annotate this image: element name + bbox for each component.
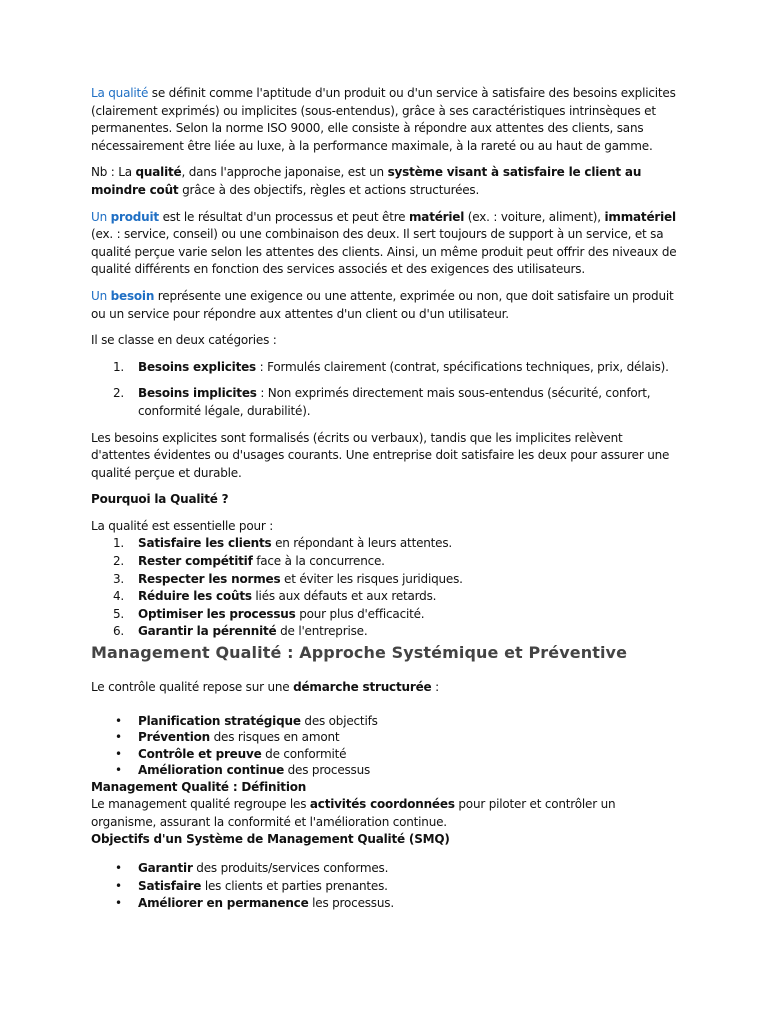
bullet-icon: • <box>115 763 122 778</box>
list-item: • Satisfaire les clients et parties prenantes. <box>91 878 679 896</box>
list-item: • Contrôle et preuve de conformité <box>115 746 347 761</box>
smq-heading: Objectifs d'un Système de Management Qualité (SMQ) <box>91 832 450 847</box>
bullet-icon: • <box>115 746 122 761</box>
control-intro: Le contrôle qualité repose sur une démarche structurée : <box>91 680 439 695</box>
bullet-icon: • <box>115 730 122 745</box>
needs-categories-list <box>91 359 679 421</box>
definition-heading: Management Qualité : Définition <box>91 779 307 794</box>
quality-definition-paragraph: La qualité se définit comme l'aptitude d'un produit ou d'un service à satisfaire des besoins explicites (clairement exprimés) ou implicites (sous-entendus), grâce à ses caractéristiques intrinsèques et permanentes. Selon la norme ISO 9000, elle consiste à répondre aux attentes des clients, sans nécessairement être liée au luxe, à la performance maximale, à la rareté ou au haut de gamme. <box>91 86 676 153</box>
document-body <box>91 85 679 913</box>
why-quality-list <box>91 535 679 641</box>
categories-intro: Il se classe en deux catégories : <box>91 333 277 348</box>
list-item: 6. Garantir la pérennité de l'entreprise. <box>113 624 368 639</box>
term-product: produit <box>110 209 159 224</box>
why-quality-intro: La qualité est essentielle pour : <box>91 518 274 533</box>
definition-paragraph: Le management qualité regroupe les activités coordonnées pour piloter et contrôler un organisme, assurant la conformité et l'amélioration continue. <box>91 797 616 829</box>
smq-bullet-list <box>91 860 679 913</box>
term-quality: La qualité <box>91 86 149 100</box>
control-bullet-list <box>91 713 679 779</box>
list-item: • Prévention des risques en amont <box>115 730 340 745</box>
list-item: • Améliorer en permanence les processus. <box>91 895 679 913</box>
list-item: 2. Besoins implicites : Non exprimés directement mais sous-entendus (sécurité, confort, conformité légale, durabilité). <box>113 386 651 418</box>
needs-summary-paragraph: Les besoins explicites sont formalisés (écrits ou verbaux), tandis que les implicites relèvent d'attentes évidentes ou d'usages courants. Une entreprise doit satisfaire les deux pour assurer une qualité perçue et durable. <box>91 430 670 480</box>
bullet-icon: • <box>115 896 122 911</box>
bullet-icon: • <box>115 878 122 893</box>
list-item: 2. Rester compétitif face à la concurrence. <box>113 554 385 569</box>
japanese-approach-note: Nb : La qualité, dans l'approche japonaise, est un système visant à satisfaire le client au moindre coût grâce à des objectifs, règles et actions structurées. <box>91 165 642 197</box>
list-item: 4. Réduire les coûts liés aux défauts et aux retards. <box>113 589 437 604</box>
bullet-icon: • <box>115 713 122 728</box>
list-item: 1. Satisfaire les clients en répondant à leurs attentes. <box>113 536 453 551</box>
list-item: 5. Optimiser les processus pour plus d'efficacité. <box>113 606 425 621</box>
list-item: • Planification stratégique des objectifs <box>115 713 378 728</box>
term-need: besoin <box>110 288 155 303</box>
product-definition-paragraph: Un produit est le résultat d'un processus et peut être matériel (ex. : voiture, aliment), immatériel (ex. : service, conseil) ou une combinaison des deux. Il sert toujours de support à un service, et sa qualité perçue varie selon les attentes des clients. Ainsi, un même produit peut offrir des niveaux de qualité différents en fonction des services associés et des exigences des utilisateurs. <box>91 209 677 277</box>
management-heading: Management Qualité : Approche Systémique et Préventive <box>91 643 628 663</box>
list-item: 1. Besoins explicites : Formulés clairement (contrat, spécifications techniques, prix, délais). <box>113 359 669 374</box>
why-quality-heading: Pourquoi la Qualité ? <box>91 492 229 507</box>
list-item: • Amélioration continue des processus <box>115 763 371 778</box>
list-item: 3. Respecter les normes et éviter les risques juridiques. <box>113 571 463 586</box>
list-item: • Garantir des produits/services conformes. <box>91 860 679 878</box>
need-definition-paragraph: Un besoin représente une exigence ou une attente, exprimée ou non, que doit satisfaire un produit ou un service pour répondre aux attentes d'un client ou d'un utilisateur. <box>91 288 674 321</box>
bullet-icon: • <box>115 861 122 875</box>
